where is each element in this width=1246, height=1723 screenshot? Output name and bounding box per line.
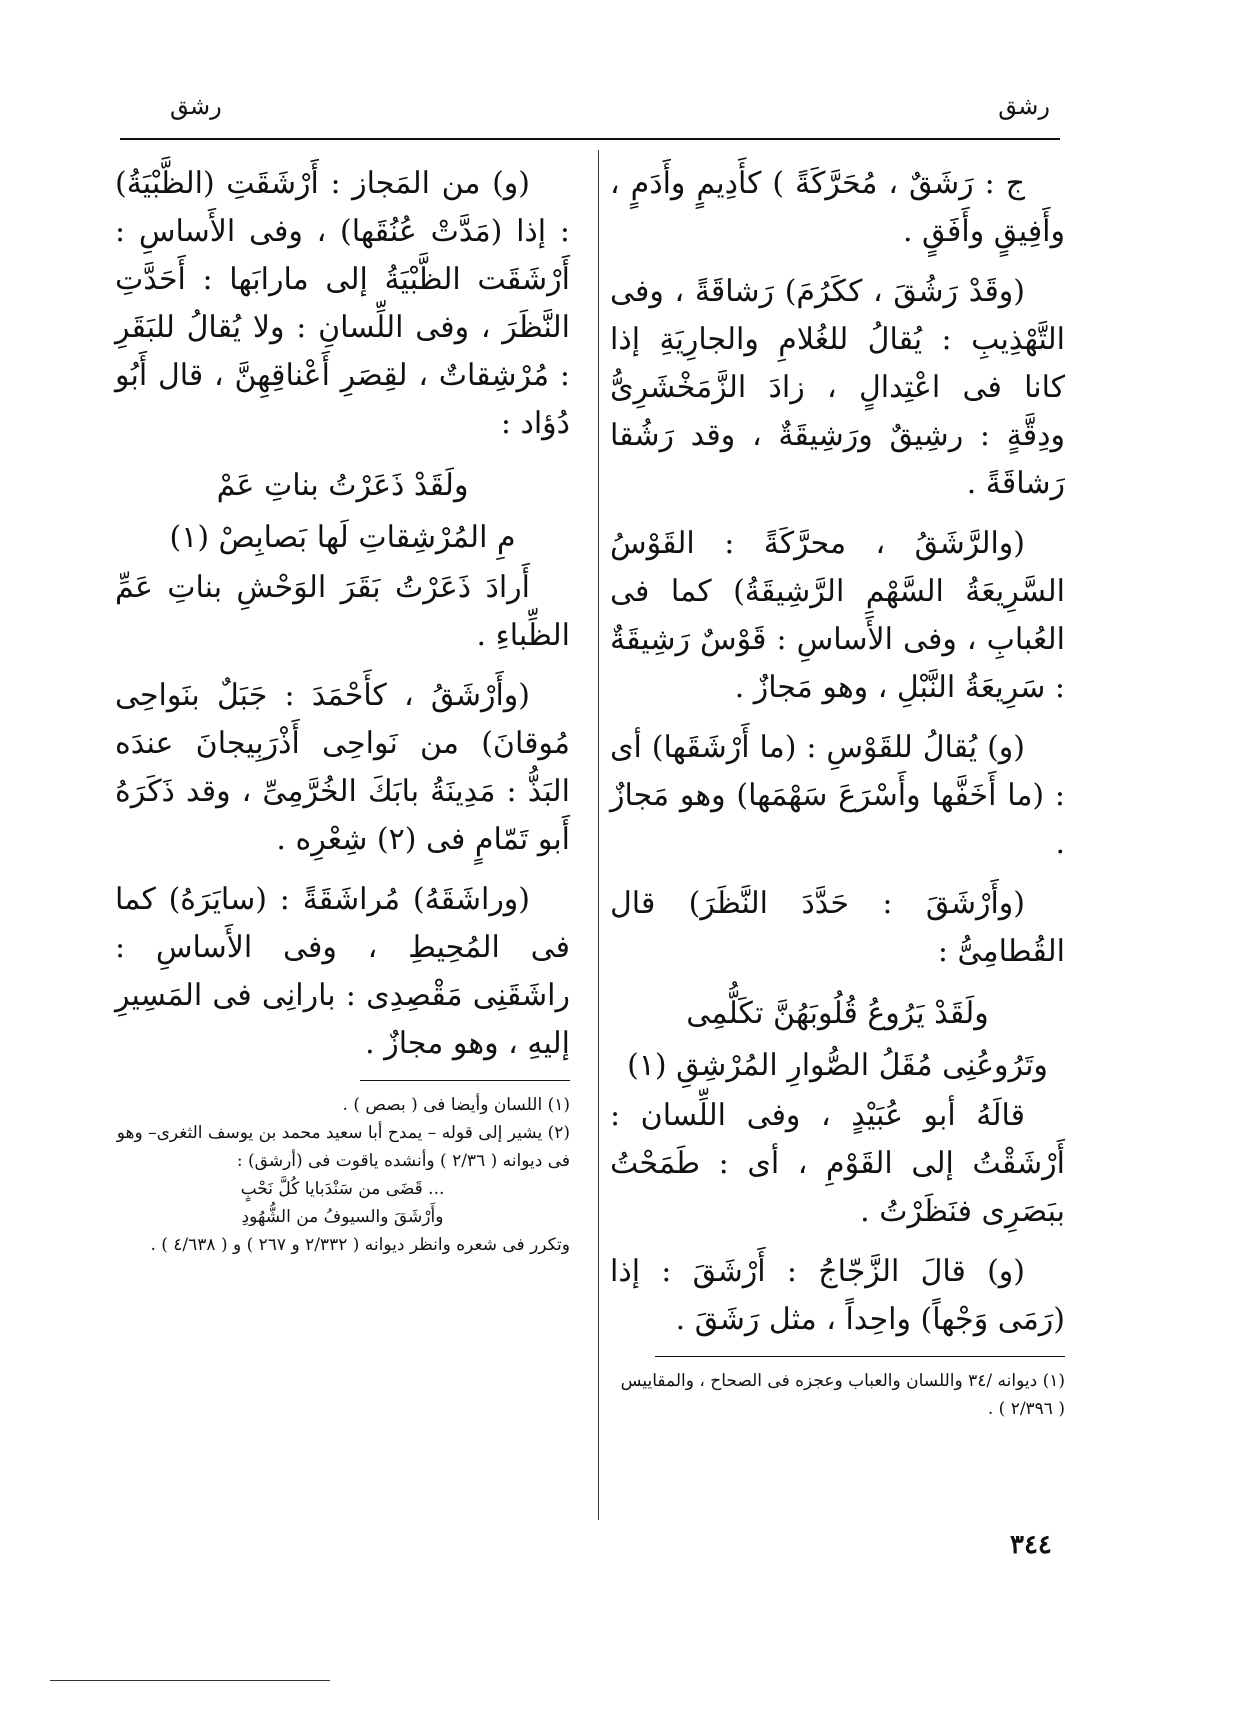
running-head-left: رشق [170,92,222,120]
right-column [610,160,1065,1423]
paragraph: ج : رَشَقٌ ، مُحَرَّكَةً ) كأَدِيمٍ وأَدَمٍ ، وأَفِيقٍ وأَفَقٍ . [610,166,1065,249]
header-rule [120,138,1060,140]
footnote: (٢) يشير إلى قوله – يمدح أبا سعيد محمد بن يوسف الثغرى– وهو فى ديوانه ( ٢/٣٦ ) وأنشده ياقوت فى (أرشق) : [116,1123,570,1171]
footnote: (١) ديوانه /٣٤ واللسان والعباب وعجزه فى الصحاح ، والمقاييس ( ٢/٣٩٦ ) . [620,1371,1065,1419]
running-head-right: رشق [998,92,1050,120]
paragraph: (وراشَقَهُ) مُراشَقَةً : (سايَرَهُ) كما فى المُحِيطِ ، وفى الأَساسِ : راشَقَنِى مَقْصِدِى : بارانِى فى المَسِيرِ إليهِ ، وهو مجازٌ . [115,882,570,1061]
verse-line: ولَقَدْ ذَعَرْتُ بناتِ عَمْ [216,468,469,503]
paragraph: (والرَّشَقُ ، محرَّكَةً : القَوْسُ السَّرِيعَةُ السَّهْمِ الرَّشِيقَةُ) كما فى العُبابِ ، وفى الأَساسِ : قَوْسٌ رَشِيقَةٌ : سَرِيعَةُ النَّبْلِ ، وهو مَجازٌ . [610,526,1065,705]
page-number: ٣٤٤ [1010,1530,1052,1560]
verse-line: ولَقَدْ يَرُوعُ قُلُوبَهُنَّ تكَلُّمِى [686,996,989,1031]
paragraph: قالَهُ أبو عُبَيْدٍ ، وفى اللِّسان : أَرْشَقْتُ إلى القَوْمِ ، أى : طَمَحْتُ ببَصَرِى فنَظَرْتُ . [610,1098,1065,1229]
left-column [115,160,570,1259]
footnote-verse: وأَرْشَقَ والسيوفُ من الشُّهُودِ [241,1207,444,1227]
paragraph: (و) من المَجاز : أَرْشَقَتِ (الظَّبْيَةُ) : إذا (مَدَّتْ عُنُقَها) ، وفى الأَساسِ : أَرْشَقَت الظَّبْيَةُ إلى مارابَها : أَحَدَّتِ النَّظَرَ ، وفى اللِّسانِ : ولا يُقالُ للبَقَرِ : مُرْشِقاتٌ ، لقِصَرِ أَعْناقِهِنَّ ، قال أَبُو دُؤاد : [115,166,570,441]
footnote: وتكرر فى شعره وانظر ديوانه ( ٢/٣٣٢ و ٢٦٧ ) و ( ٤/٦٣٨ ) . [150,1235,570,1255]
footnote-rule [655,1356,1065,1357]
footnote-rule [360,1080,570,1081]
paragraph: أَرادَ ذَعَرْتُ بَقَرَ الوَحْشِ بناتِ عَمِّ الظِّباءِ . [115,570,570,653]
verse-line: وتَرُوعُنِى مُقَلُ الصُّوارِ المُرْشِقِ (١) [627,1048,1048,1083]
paragraph: (وأَرْشَقُ ، كأَحْمَدَ : جَبَلٌ بنَواحِى مُوقانَ) من نَواحِى أَذْرَبِيجانَ عندَه البَذُّ : مَدِينَةُ بابَكَ الخُرَّمِىِّ ، وقد ذَكَرَهُ أَبو تَمّامٍ فى (٢) شِعْرِه . [115,678,570,857]
paragraph: (وقَدْ رَشُقَ ، ككَرُمَ) رَشاقَةً ، وفى التَّهْذِيبِ : يُقالُ للغُلامِ والجارِيَةِ إذا كانا فى اعْتِدالٍ ، زادَ الزَّمَخْشَرِىُّ ودِقَّةٍ : رشِيقٌ ورَشِيقَةٌ ، وقد رَشُقا رَشاقَةً . [610,274,1065,501]
column-divider [598,150,599,1520]
paragraph: (وأَرْشَقَ : حَدَّدَ النَّظَرَ) قال القُطامِىُّ : [610,886,1065,969]
verse-line: مِ المُرْشِقاتِ لَها بَصابِصْ (١) [169,520,516,555]
footnote: (١) اللسان وأيضا فى ( بصص ) . [342,1095,570,1115]
bottom-rule [50,1680,330,1681]
paragraph: (و) يُقالُ للقَوْسِ : (ما أَرْشَقَها) أى : (ما أَخَفَّها وأَسْرَعَ سَهْمَها) وهو مَجازٌ . [610,730,1065,861]
footnote-verse: ... قَضَى من سَنْدَبايا كُلَّ نَحْبٍ [240,1179,445,1199]
paragraph: (و) قالَ الزَّجّاجُ : أَرْشَقَ : إذا (رَمَى وَجْهاً) واحِداً ، مثل رَشَقَ . [610,1254,1065,1337]
